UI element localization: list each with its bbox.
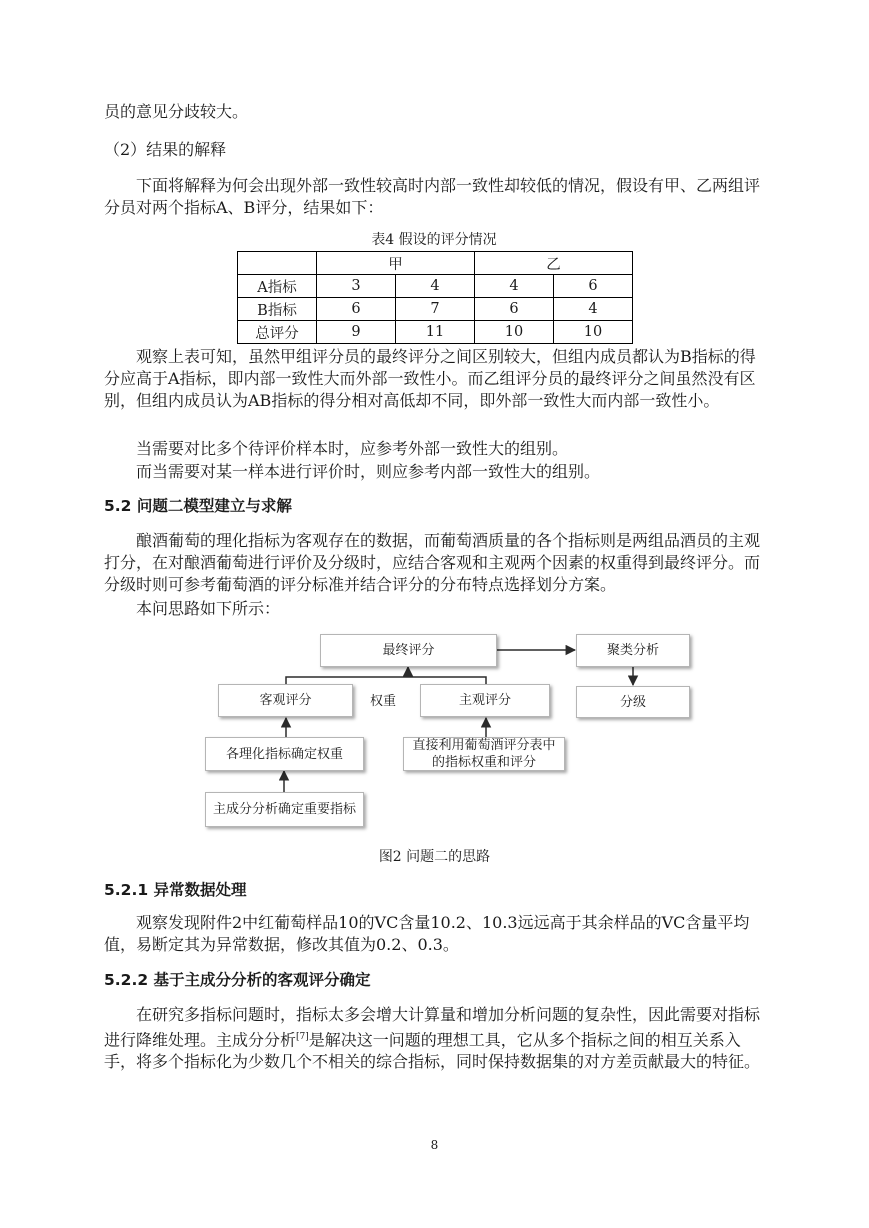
table-cell: 7 xyxy=(396,298,475,321)
paragraph-pca-intro xyxy=(104,1004,768,1073)
paragraph-pca-text-a: 在研究多指标问题时，指标太多会增大计算量和增加分析问题的复杂性，因此需要对指标进行降维处理。主成分分析 xyxy=(104,1005,761,1050)
section-heading-5-2: 5.2 问题二模型建立与求解 xyxy=(104,497,292,515)
paragraph-continuation: 员的意见分歧较大。 xyxy=(104,102,249,121)
table-row-label: A指标 xyxy=(238,275,317,298)
table-cell: 3 xyxy=(317,275,396,298)
node-pca-key-indicators: 主成分分析确定重要指标 xyxy=(205,792,364,827)
table-group-header: 乙 xyxy=(475,252,633,275)
table-cell: 4 xyxy=(475,275,554,298)
node-final-score: 最终评分 xyxy=(320,634,497,667)
node-direct-scoring-sheet: 直接利用葡萄酒评分表中的指标权重和评分 xyxy=(403,737,565,771)
table-cell: 10 xyxy=(554,321,633,344)
table-cell: 4 xyxy=(396,275,475,298)
node-subjective-score: 主观评分 xyxy=(420,684,550,717)
section-heading-5-2-2: 5.2.2 基于主成分分析的客观评分确定 xyxy=(104,971,371,989)
paragraph-explanation: 下面将解释为何会出现外部一致性较高时内部一致性却较低的情况，假设有甲、乙两组评分员对两个指标A、B评分，结果如下： xyxy=(104,176,761,217)
citation-ref: [7] xyxy=(296,1032,309,1042)
table-row-label: B指标 xyxy=(238,298,317,321)
subheading-result-explanation: （2）结果的解释 xyxy=(104,140,227,159)
node-cluster-analysis: 聚类分析 xyxy=(576,634,690,667)
table-group-header: 甲 xyxy=(317,252,475,275)
node-grading: 分级 xyxy=(576,686,690,718)
table-cell: 4 xyxy=(554,298,633,321)
table-cell: 6 xyxy=(554,275,633,298)
figure-caption: 图2 问题二的思路 xyxy=(378,849,491,865)
paragraph-external-consistency: 当需要对比多个待评价样本时，应参考外部一致性大的组别。 xyxy=(136,439,569,458)
table-cell: 10 xyxy=(475,321,554,344)
node-objective-score: 客观评分 xyxy=(218,684,353,717)
paragraph-pca-text-b: 是解决这一问题的理想工具，它从多个指标之间的相互关系入手，将多个指标化为少数几个不相关的综合指标，同时保持数据集的对方差贡献最大的特征。 xyxy=(104,1030,761,1072)
node-physchem-weights: 各理化指标确定权重 xyxy=(205,737,364,771)
table-cell: 6 xyxy=(475,298,554,321)
paragraph-observation: 观察上表可知，虽然甲组评分员的最终评分之间区别较大，但组内成员都认为B指标的得分应高于A指标，即内部一致性大而外部一致性小。而乙组评分员的最终评分之间虽然没有区别，但组内成员认为AB指标的得分相对高低却不同，即外部一致性大而内部一致性小。 xyxy=(104,347,756,410)
page-number: 8 xyxy=(430,1138,439,1152)
table-caption: 表4 假设的评分情况 xyxy=(371,232,497,248)
table-cell: 11 xyxy=(396,321,475,344)
paragraph-approach-intro: 本问思路如下所示： xyxy=(136,599,281,618)
label-weight: 权重 xyxy=(370,694,397,709)
section-heading-5-2-1: 5.2.1 异常数据处理 xyxy=(104,881,247,899)
paragraph-internal-consistency: 而当需要对某一样本进行评价时，则应参考内部一致性大的组别。 xyxy=(136,462,601,481)
table-cell: 6 xyxy=(317,298,396,321)
table-row-label: 总评分 xyxy=(238,321,317,344)
paragraph-problem-two-intro: 酿酒葡萄的理化指标为客观存在的数据，而葡萄酒质量的各个指标则是两组品酒员的主观打分，在对酿酒葡萄进行评价及分级时，应结合客观和主观两个因素的权重得到最终评分。而分级时则可参考葡萄酒的评分标准并结合评分的分布特点选择划分方案。 xyxy=(104,531,761,594)
paragraph-outlier-handling: 观察发现附件2中红葡萄样品10的VC含量10.2、10.3远远高于其余样品的VC含量平均值，易断定其为异常数据，修改其值为0.2、0.3。 xyxy=(104,913,750,954)
connector-weights-bracket xyxy=(286,677,486,684)
table-cell: 9 xyxy=(317,321,396,344)
